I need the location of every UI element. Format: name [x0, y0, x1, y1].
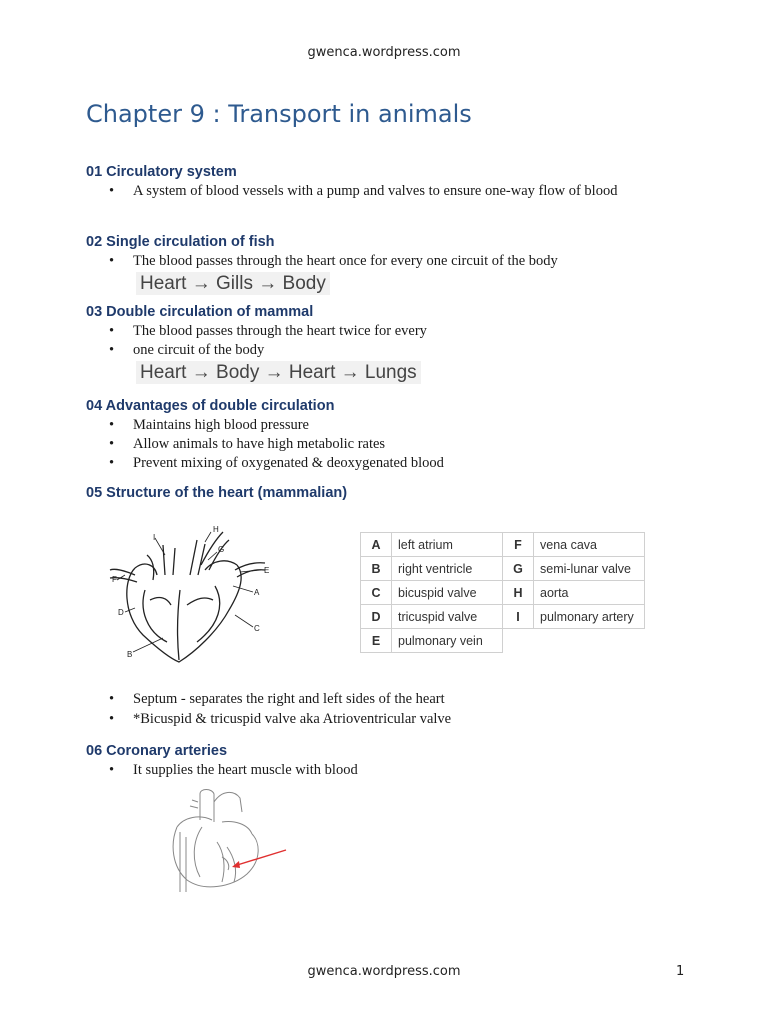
section-heading-03: 03 Double circulation of mammal — [86, 304, 314, 320]
bullet-item: • Septum - separates the right and left sides of the heart — [86, 690, 653, 709]
label-f: F — [112, 575, 117, 584]
section-05-bullets — [86, 690, 653, 729]
label-d: D — [118, 608, 124, 617]
page-title: Chapter 9 : Transport in animals — [86, 100, 472, 128]
part-letter: A — [361, 533, 392, 557]
part-letter — [503, 629, 534, 653]
label-i: I — [153, 533, 156, 542]
bullet-item: • The blood passes through the heart once for every one circuit of the body — [86, 252, 693, 271]
part-letter: B — [361, 557, 392, 581]
arrow-head — [232, 861, 240, 868]
fish-circulation-flow — [136, 273, 330, 295]
section-03-bullets — [86, 322, 653, 360]
table-row — [361, 533, 645, 557]
bullet-item: • Allow animals to have high metabolic rates — [86, 435, 653, 454]
part-name: pulmonary artery — [534, 605, 645, 629]
label-b: B — [127, 650, 133, 659]
table-row — [361, 629, 645, 653]
section-heading-05: 05 Structure of the heart (mammalian) — [86, 485, 348, 501]
part-name: aorta — [534, 581, 645, 605]
flow-text: Heart → Gills → Body — [136, 272, 330, 295]
part-letter: F — [503, 533, 534, 557]
bullet-item: • Maintains high blood pressure — [86, 416, 653, 435]
section-04-bullets — [86, 416, 653, 473]
section-heading-04: 04 Advantages of double circulation — [86, 398, 335, 414]
heart-structure-diagram — [105, 520, 285, 665]
section-heading-01: 01 Circulatory system — [86, 164, 237, 180]
part-name: tricuspid valve — [392, 605, 503, 629]
part-letter: I — [503, 605, 534, 629]
section-06-bullets — [86, 761, 653, 780]
page-header: gwenca.wordpress.com — [307, 45, 461, 60]
table-row — [361, 581, 645, 605]
part-letter: D — [361, 605, 392, 629]
part-letter: G — [503, 557, 534, 581]
label-h: H — [213, 525, 219, 534]
bullet-item: • one circuit of the body — [86, 341, 653, 360]
table-row — [361, 605, 645, 629]
mammal-circulation-flow — [136, 362, 421, 384]
heart-parts-table — [360, 532, 645, 653]
coronary-arteries-diagram — [162, 782, 292, 897]
bullet-item: • It supplies the heart muscle with blood — [86, 761, 653, 780]
part-name: bicuspid valve — [392, 581, 503, 605]
label-e: E — [264, 566, 270, 575]
arrow-line — [234, 850, 286, 866]
part-name: vena cava — [534, 533, 645, 557]
bullet-item: • A system of blood vessels with a pump and valves to ensure one-way flow of blood — [86, 182, 653, 201]
page-number: 1 — [676, 964, 685, 979]
section-heading-02: 02 Single circulation of fish — [86, 234, 275, 250]
part-letter: C — [361, 581, 392, 605]
section-heading-06: 06 Coronary arteries — [86, 743, 228, 759]
table-row — [361, 557, 645, 581]
page-footer: gwenca.wordpress.com — [307, 964, 461, 979]
part-letter: H — [503, 581, 534, 605]
label-g: G — [218, 545, 225, 554]
section-01-bullets — [86, 182, 653, 201]
bullet-item: • Prevent mixing of oxygenated & deoxygenated blood — [86, 454, 653, 473]
bullet-item: • The blood passes through the heart twice for every — [86, 322, 653, 341]
bullet-item: • *Bicuspid & tricuspid valve aka Atrioventricular valve — [86, 710, 653, 729]
part-name: semi-lunar valve — [534, 557, 645, 581]
part-name — [534, 629, 645, 653]
label-c: C — [254, 624, 260, 633]
label-a: A — [254, 588, 260, 597]
part-name: right ventricle — [392, 557, 503, 581]
part-name: pulmonary vein — [392, 629, 503, 653]
part-letter: E — [361, 629, 392, 653]
section-02-bullets — [86, 252, 693, 271]
flow-text: Heart → Body → Heart → Lungs — [136, 361, 421, 384]
part-name: left atrium — [392, 533, 503, 557]
